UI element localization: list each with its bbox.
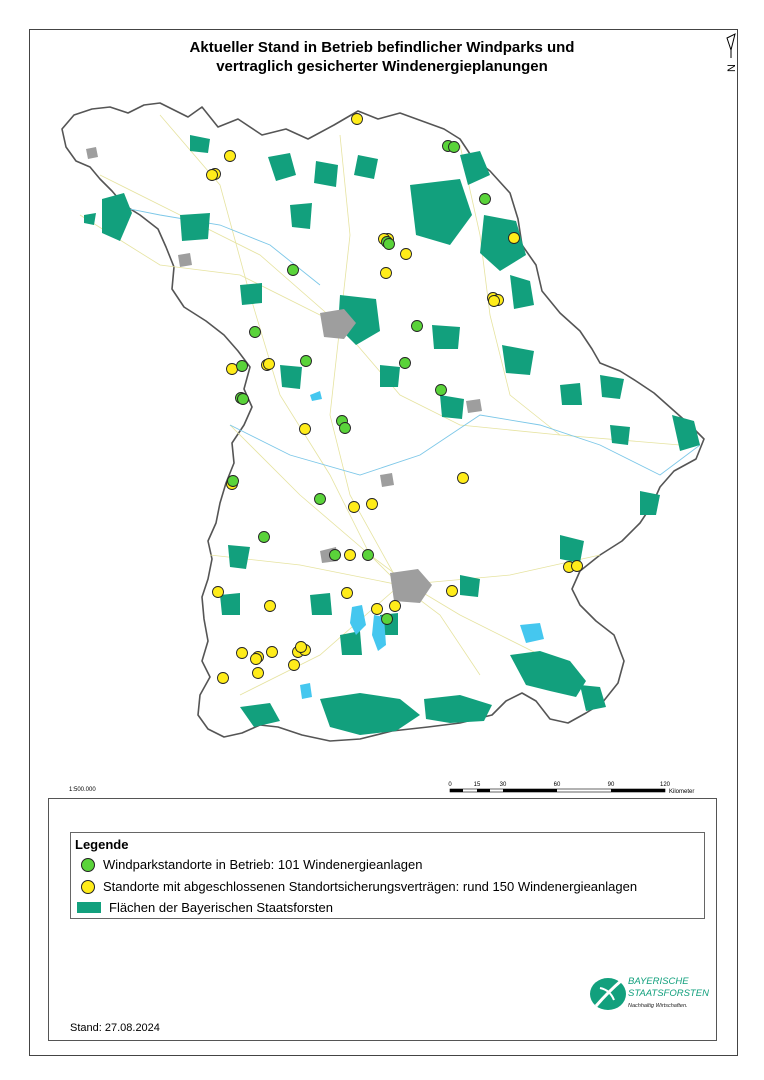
secured-site-marker[interactable] [289,660,300,671]
legend [70,832,705,919]
operating-site-marker[interactable] [340,423,351,434]
scale-tick-15: 15 [473,782,481,788]
secured-site-marker[interactable] [213,587,224,598]
bavaria-map[interactable] [40,95,730,785]
legend-item-operating [81,857,422,872]
operating-site-marker[interactable] [238,394,249,405]
legend-title: Legende [75,837,129,852]
north-arrow-icon [722,32,740,78]
scale-unit: Kilometer [669,789,695,795]
logo-line-2: STAATSFORSTEN [628,988,709,999]
secured-site-marker[interactable] [264,359,275,370]
scale-tick-0: 0 [448,782,452,788]
secured-site-marker[interactable] [381,268,392,279]
scale-bar [440,778,710,798]
operating-site-marker[interactable] [480,194,491,205]
forest-area-icon [77,902,101,913]
secured-site-marker[interactable] [251,654,262,665]
title-line-2: vertraglich gesicherter Windenergieplanungen [216,58,548,75]
operating-site-marker[interactable] [315,494,326,505]
secured-site-marker[interactable] [218,673,229,684]
secured-site-marker[interactable] [345,550,356,561]
operating-site-marker[interactable] [237,361,248,372]
operating-site-marker[interactable] [259,532,270,543]
city-regensburg [466,399,482,413]
secured-site-marker[interactable] [225,151,236,162]
legend-label-forest: Flächen der Bayerischen Staatsforsten [109,900,334,915]
secured-site-marker[interactable] [447,586,458,597]
operating-site-marker[interactable] [363,550,374,561]
secured-site-marker[interactable] [267,647,278,658]
operating-site-marker[interactable] [384,239,395,250]
operating-site-marker[interactable] [449,142,460,153]
operating-site-marker[interactable] [250,327,261,338]
operating-site-marker[interactable] [436,385,447,396]
operating-site-marker[interactable] [228,476,239,487]
logo-leaf-icon [590,978,626,1010]
title-line-1: Aktueller Stand in Betrieb befindlicher Windparks und [189,39,575,56]
north-label: N [726,64,738,72]
yellow-dot-icon [81,880,95,894]
secured-site-marker[interactable] [265,601,276,612]
secured-site-marker[interactable] [509,233,520,244]
operating-site-marker[interactable] [412,321,423,332]
secured-site-marker[interactable] [349,502,360,513]
scale-ratio: 1:500.000 [69,787,96,793]
operating-site-marker[interactable] [301,356,312,367]
secured-site-marker[interactable] [227,364,238,375]
secured-site-marker[interactable] [572,561,583,572]
city-ingolstadt [380,473,394,487]
logo-line-1: BAYERISCHE [628,976,689,987]
secured-site-marker[interactable] [342,588,353,599]
bayerische-staatsforsten-logo [588,972,713,1016]
scale-tick-60: 60 [553,782,561,788]
secured-site-marker[interactable] [367,499,378,510]
legend-label-operating: Windparkstandorte in Betrieb: 101 Windenergieanlagen [103,857,423,872]
secured-site-marker[interactable] [300,424,311,435]
city-aschaffenburg [86,147,98,159]
city-wurzburg [178,253,192,267]
operating-site-marker[interactable] [382,614,393,625]
legend-label-secured: Standorte mit abgeschlossenen Standortsicherungsverträgen: rund 150 Windenergieanlagen [103,879,638,894]
scale-tick-120: 120 [659,782,671,788]
secured-site-marker[interactable] [352,114,363,125]
secured-site-marker[interactable] [207,170,218,181]
secured-site-marker[interactable] [401,249,412,260]
scale-tick-90: 90 [607,782,615,788]
secured-site-marker[interactable] [237,648,248,659]
secured-site-marker[interactable] [372,604,383,615]
secured-site-marker[interactable] [296,642,307,653]
secured-site-marker[interactable] [253,668,264,679]
green-dot-icon [81,858,95,872]
secured-site-marker[interactable] [458,473,469,484]
operating-site-marker[interactable] [288,265,299,276]
scale-tick-30: 30 [499,782,507,788]
legend-item-secured [81,879,637,894]
map-title [0,38,764,76]
secured-site-marker[interactable] [489,296,500,307]
date-stand: Stand: 27.08.2024 [70,1022,160,1034]
operating-site-marker[interactable] [400,358,411,369]
operating-site-marker[interactable] [330,550,341,561]
secured-site-marker[interactable] [390,601,401,612]
logo-tagline: Nachhaltig Wirtschaften. [628,1003,688,1009]
legend-item-forest [81,900,333,915]
